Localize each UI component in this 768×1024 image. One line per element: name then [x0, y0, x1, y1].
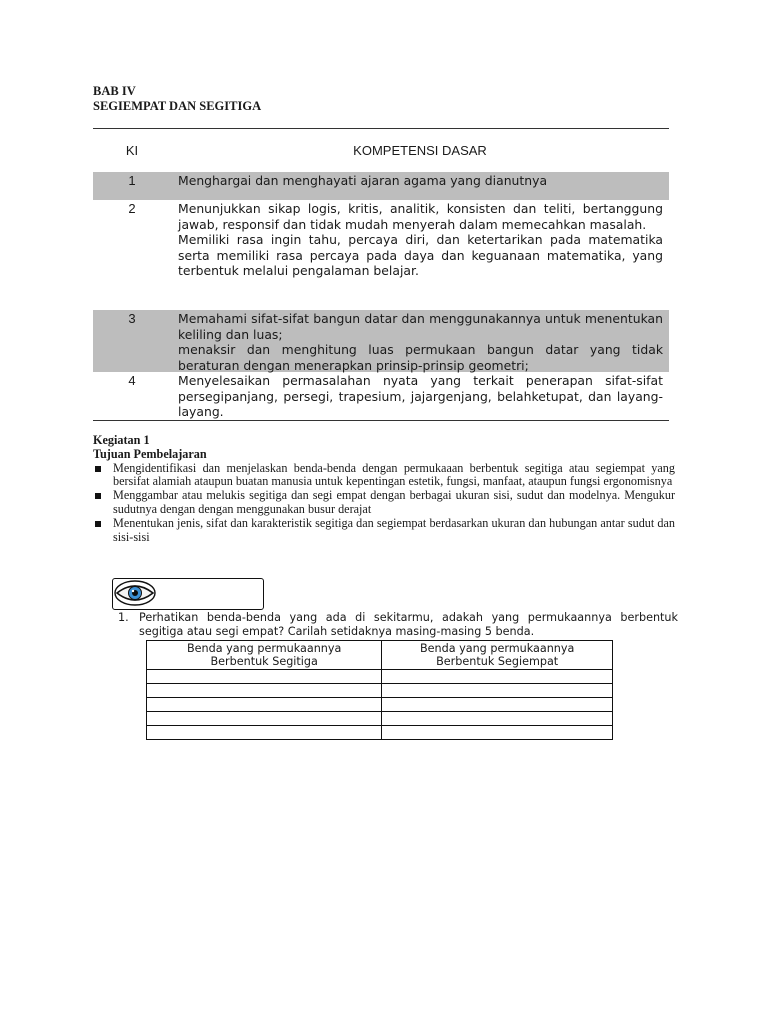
answer-cell-quadrilateral[interactable] [382, 726, 613, 740]
header-kd: KOMPETENSI DASAR [353, 143, 487, 158]
answer-cell-quadrilateral[interactable] [382, 712, 613, 726]
answer-row [147, 698, 613, 712]
row-text [178, 310, 663, 373]
bullet-icon [95, 466, 101, 472]
header-line: Benda yang permukaannya [419, 642, 575, 655]
header-line: Berbentuk Segitiga [210, 655, 318, 668]
row-text [178, 372, 663, 420]
answer-cell-triangle[interactable] [147, 712, 382, 726]
bullet-icon [95, 493, 101, 499]
header-line: Benda yang permukaannya [186, 642, 342, 655]
answer-header-quadrilateral [382, 641, 613, 670]
answer-cell-quadrilateral[interactable] [382, 684, 613, 698]
goal-text: Menggambar atau melukis segitiga dan segi empat dengan berbagai ukuran sisi, sudut dan modelnya. Mengukur sudutnya dengan dengan menggunakan busur derajat [113, 488, 675, 516]
question-1 [118, 611, 678, 639]
question-number: 1. [118, 611, 129, 624]
answer-cell-quadrilateral[interactable] [382, 670, 613, 684]
answer-cell-triangle[interactable] [147, 684, 382, 698]
chapter-label: BAB IV [93, 84, 136, 98]
table-bottom-rule [93, 420, 669, 421]
competency-row-4 [93, 372, 669, 420]
chapter-title: SEGIEMPAT DAN SEGITIGA [93, 99, 262, 113]
row-number: 3 [128, 311, 136, 326]
answer-cell-triangle[interactable] [147, 726, 382, 740]
goal-text: Mengidentifikasi dan menjelaskan benda-benda dengan permukaaan berbentuk segitiga atau segiempat yang bersifat alamiah ataupun buatan manusia untuk kepentingan estetik, fungsi, manfaat, ataupun fungsi ergonomisnya [113, 460, 675, 489]
answer-row [147, 712, 613, 726]
activity-subtitle: Tujuan Pembelajaran [93, 446, 207, 461]
activity-title: Kegiatan 1 [93, 433, 150, 447]
row-number: 1 [128, 173, 136, 188]
row-text [178, 172, 663, 189]
answer-cell-quadrilateral[interactable] [382, 698, 613, 712]
answer-row [147, 726, 613, 740]
answer-row [147, 684, 613, 698]
goal-text: Menentukan jenis, sifat dan karakteristik segitiga dan segiempat berdasarkan ukuran dan hubungan antar sudut dan sisi-sisi [113, 515, 675, 544]
goal-item [93, 517, 675, 545]
row-line: Menunjukkan sikap logis, kritis, analitik, konsisten dan teliti, bertanggung jawab, responsif dan tidak mudah menyerah dalam memecahkan masalah. [178, 201, 663, 232]
answer-cell-triangle[interactable] [147, 698, 382, 712]
row-text [178, 200, 663, 279]
row-line: Memiliki rasa ingin tahu, percaya diri, dan ketertarikan pada matematika serta memiliki rasa percaya pada daya dan keguanaan matematika, yang terbentuk melalui pengalaman belajar. [178, 232, 663, 278]
goal-item [93, 489, 675, 517]
row-number: 2 [128, 201, 136, 216]
competency-row-1 [93, 172, 669, 200]
chapter-heading [93, 84, 261, 114]
goal-list [93, 462, 675, 545]
activity-section [93, 434, 675, 544]
header-line: Berbentuk Segiempat [436, 655, 559, 668]
header-ki: KI [125, 143, 139, 158]
goal-item [93, 462, 675, 490]
question-text: Perhatikan benda-benda yang ada di sekitarmu, adakah yang permukaannya berbentuk segitiga atau segi empat? Carilah setidaknya masing-masing 5 benda. [139, 611, 678, 638]
row-number: 4 [128, 373, 136, 388]
row-line: menaksir dan menghitung luas permukaan bangun datar yang tidak beraturan dengan menerapkan prinsip-prinsip geometri; [178, 342, 663, 373]
row-line: Memahami sifat-sifat bangun datar dan menggunakannya untuk menentukan keliling dan luas; [178, 311, 663, 342]
answer-table-header [147, 641, 613, 670]
bullet-icon [95, 521, 101, 527]
competency-row-2 [93, 200, 669, 310]
row-line: Menghargai dan menghayati ajaran agama yang dianutnya [178, 173, 548, 188]
competency-table-header [93, 129, 669, 172]
eye-icon [114, 580, 156, 606]
answer-header-triangle [147, 641, 382, 670]
answer-table [146, 640, 613, 740]
competency-row-3 [93, 310, 669, 372]
answer-row [147, 670, 613, 684]
competency-table [93, 129, 669, 421]
row-line: Menyelesaikan permasalahan nyata yang terkait penerapan sifat-sifat persegipanjang, persegi, trapesium, jajargenjang, belahketupat, dan layang-layang. [178, 373, 663, 419]
answer-cell-triangle[interactable] [147, 670, 382, 684]
